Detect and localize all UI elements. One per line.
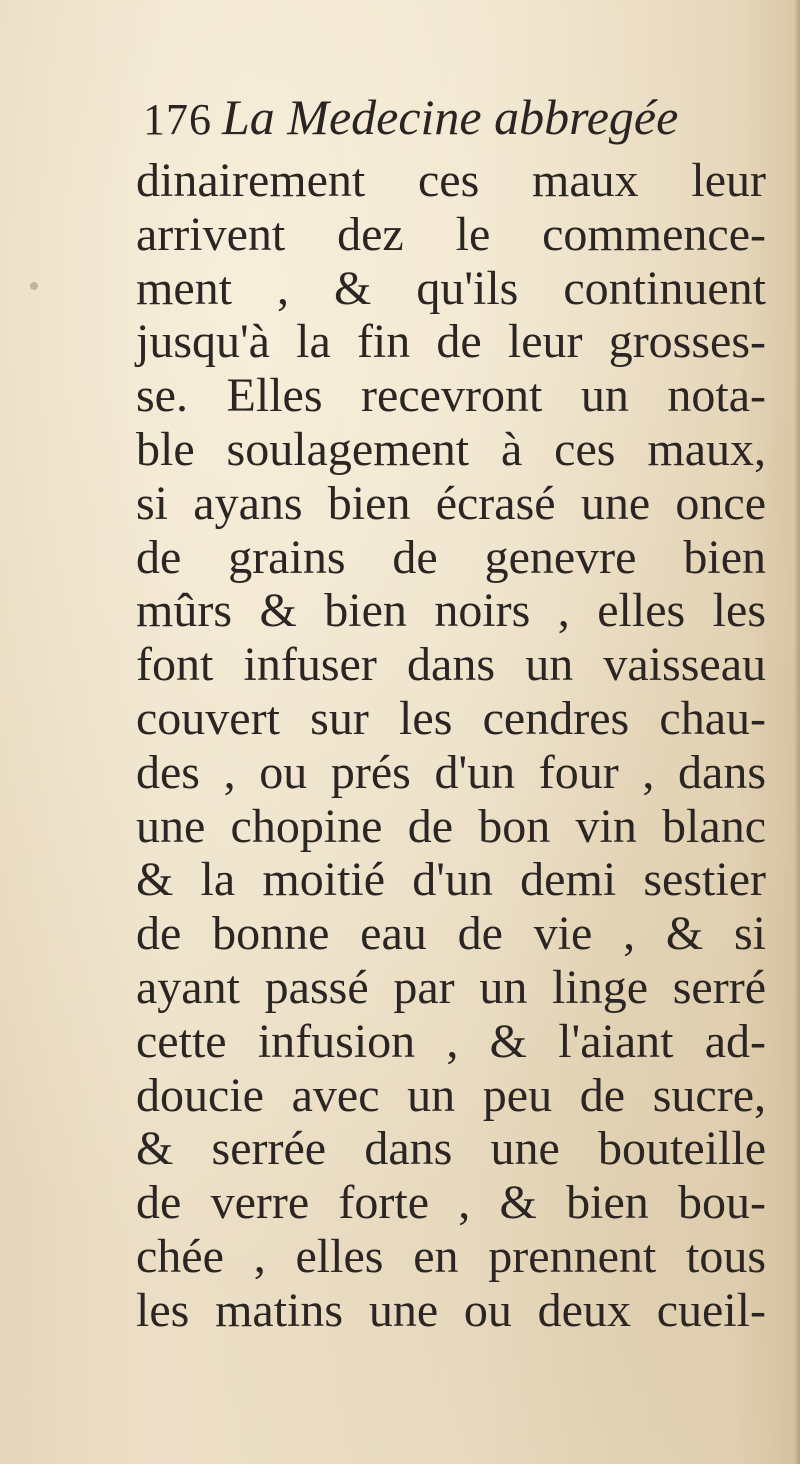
text-line: mûrs & bien noirs , elles les [136,584,766,638]
text-line: de verre forte , & bien bou- [136,1176,766,1230]
text-line: couvert sur les cendres chau- [136,691,766,745]
text-line: doucie avec un peu de sucre, [136,1068,766,1122]
text-line: & la moitié d'un demi sestier [136,853,766,907]
text-line: dinairement ces maux leur [136,154,766,207]
text-line: les matins une ou deux cueil- [136,1283,766,1337]
text-line: se. Elles recevront un nota- [136,369,766,423]
text-line: de bonne eau de vie , & si [136,907,766,961]
text-line: ble soulagement à ces maux, [136,422,766,476]
text-line: font infuser dans un vaisseau [136,638,766,692]
page-edge-shadow [794,0,800,1464]
page-number: 176 [143,95,212,144]
ink-speck [30,282,38,290]
text-line: arrivent dez le commence- [136,207,766,261]
text-line: ment , & qu'ils continuent [136,261,766,315]
text-line: & serrée dans une bouteille [136,1122,766,1176]
running-header [143,88,763,160]
text-line: si ayans bien écrasé une once [136,476,766,530]
text-line: ayant passé par un linge serré [136,960,766,1014]
text-line: des , ou prés d'un four , dans [136,745,766,799]
text-line: une chopine de bon vin blanc [136,799,766,853]
running-title: La Medecine abbregée [222,89,679,145]
text-line: chée , elles en prennent tous [136,1229,766,1283]
body-text [136,154,766,1338]
text-line: de grains de genevre bien [136,530,766,584]
text-line: jusqu'à la fin de leur grosses- [136,315,766,369]
text-line: cette infusion , & l'aiant ad- [136,1014,766,1068]
